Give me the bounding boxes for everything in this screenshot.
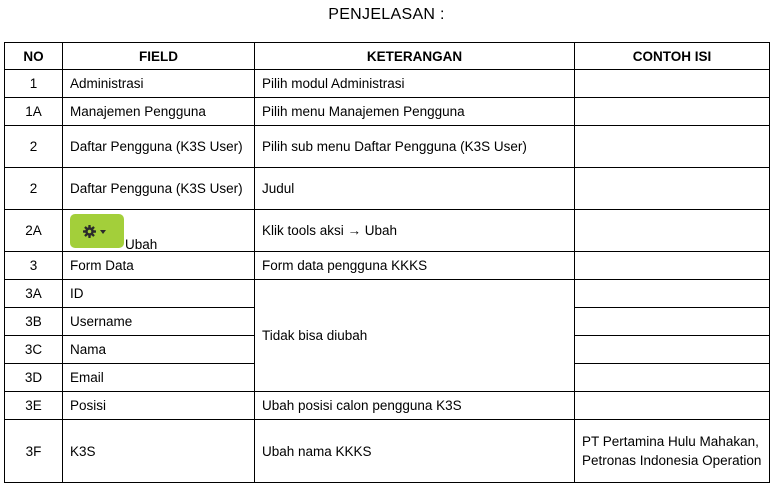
row-field: ID [63, 280, 255, 308]
action-tools-button[interactable] [70, 214, 124, 248]
row-no: 2 [5, 126, 63, 168]
explanation-table [4, 42, 770, 483]
row-no: 3B [5, 308, 63, 336]
row-contoh [575, 252, 770, 280]
row-field: Form Data [63, 252, 255, 280]
row-no: 3 [5, 252, 63, 280]
row-contoh [575, 308, 770, 336]
row-field: Posisi [63, 392, 255, 420]
row-field: Username [63, 308, 255, 336]
header-field: FIELD [63, 43, 255, 70]
row-contoh [575, 392, 770, 420]
page-title: PENJELASAN : [328, 6, 445, 23]
row-no: 3F [5, 420, 63, 483]
row-no: 3E [5, 392, 63, 420]
row-field: K3S [63, 420, 255, 483]
row-field: Manajemen Pengguna [63, 98, 255, 126]
row-no: 2A [5, 210, 63, 252]
row-no: 2 [5, 168, 63, 210]
row-field: Email [63, 364, 255, 392]
row-keterangan: Pilih modul Administrasi [255, 70, 575, 98]
row-field-ubah-label: Ubah [125, 236, 158, 252]
row-keterangan: Klik tools aksi → Ubah [255, 210, 575, 252]
row-keterangan: Ubah posisi calon pengguna K3S [255, 392, 575, 420]
row-field: Daftar Pengguna (K3S User) [63, 126, 255, 168]
row-field: Daftar Pengguna (K3S User) [63, 168, 255, 210]
row-field: Administrasi [63, 70, 255, 98]
row-keterangan: Pilih sub menu Daftar Pengguna (K3S User) [255, 126, 575, 168]
table-row [5, 168, 770, 210]
gear-icon [83, 225, 111, 238]
table-row [5, 98, 770, 126]
row-field [63, 210, 255, 252]
header-keterangan: KETERANGAN [255, 43, 575, 70]
header-contoh-isi: CONTOH ISI [575, 43, 770, 70]
row-contoh [575, 126, 770, 168]
table-row [5, 280, 770, 308]
row-keterangan: Pilih menu Manajemen Pengguna [255, 98, 575, 126]
row-contoh [575, 98, 770, 126]
caret-down-icon [100, 230, 106, 234]
row-no: 1 [5, 70, 63, 98]
table-row [5, 392, 770, 420]
table-row [5, 252, 770, 280]
row-contoh [575, 280, 770, 308]
row-keterangan: Form data pengguna KKKS [255, 252, 575, 280]
table-header-row [5, 43, 770, 70]
row-field: Nama [63, 336, 255, 364]
row-keterangan-merged: Tidak bisa diubah [255, 280, 575, 392]
table-row [5, 126, 770, 168]
table-row [5, 420, 770, 483]
row-contoh [575, 210, 770, 252]
row-contoh [575, 364, 770, 392]
row-keterangan: Ubah nama KKKS [255, 420, 575, 483]
table-row [5, 70, 770, 98]
row-contoh: PT Pertamina Hulu Mahakan, Petronas Indonesia Operation [575, 420, 770, 483]
row-no: 3D [5, 364, 63, 392]
row-contoh [575, 70, 770, 98]
row-keterangan: Judul [255, 168, 575, 210]
row-contoh [575, 168, 770, 210]
row-no: 3C [5, 336, 63, 364]
header-no: NO [5, 43, 63, 70]
row-no: 3A [5, 280, 63, 308]
table-row [5, 210, 770, 252]
row-contoh [575, 336, 770, 364]
row-no: 1A [5, 98, 63, 126]
